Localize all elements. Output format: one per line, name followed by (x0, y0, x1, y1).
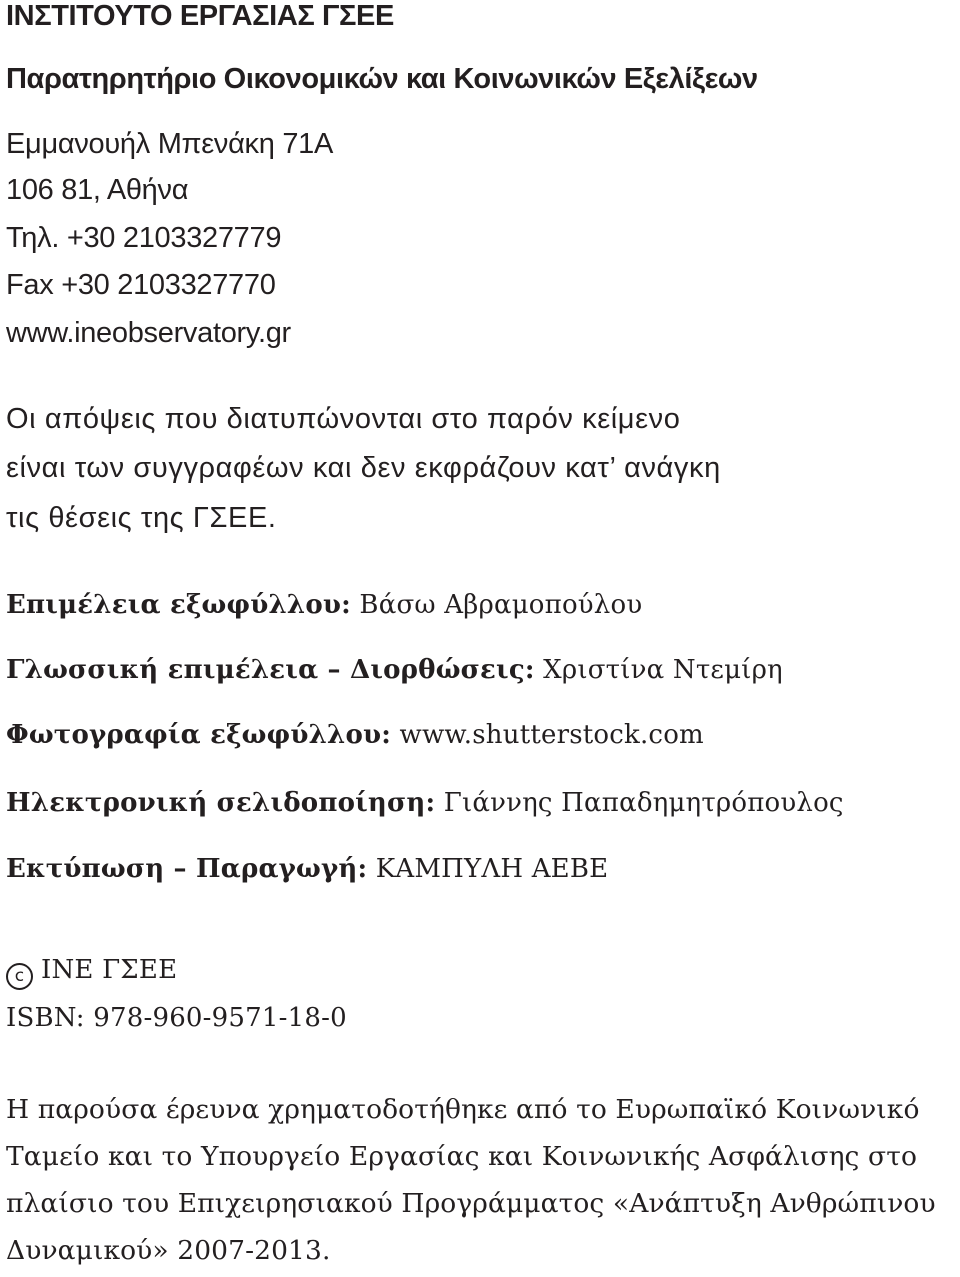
copyright-holder: ΙΝΕ ΓΣΕΕ (41, 955, 178, 985)
funding-line: πλαίσιο του Επιχειρησιακού Προγράμματος «Ανάπτυξη Ανθρώπινου (6, 1188, 936, 1219)
address-city: 106 81, Αθήνα (6, 174, 189, 206)
credit-value: Χριστίνα Ντεμίρη (534, 655, 783, 685)
credit-cover-design (6, 590, 642, 620)
credit-label: Ηλεκτρονική σελιδοποίηση: (6, 788, 436, 818)
credit-label: Εκτύπωση – Παραγωγή: (6, 854, 368, 884)
credit-label: Γλωσσική επιμέλεια – Διορθώσεις: (6, 655, 535, 685)
institute-name: ΙΝΣΤΙΤΟΥΤΟ ΕΡΓΑΣΙΑΣ ΓΣΕΕ (6, 0, 394, 32)
funding-line: Δυναμικού» 2007-2013. (6, 1235, 331, 1266)
funding-line: Η παρούσα έρευνα χρηματοδοτήθηκε από το Ευρωπαϊκό Κοινωνικό (6, 1094, 920, 1125)
address-phone: Τηλ. +30 2103327779 (6, 222, 282, 254)
credit-value: Γιάννης Παπαδημητρόπουλος (435, 788, 844, 818)
address-street: Εμμανουήλ Μπενάκη 71Α (6, 128, 334, 160)
address-fax: Fax +30 2103327770 (6, 269, 276, 301)
copyright-line (6, 955, 177, 990)
copyright-icon: c (6, 963, 33, 990)
credit-value: ΚΑΜΠΥΛΗ ΑΕΒΕ (367, 854, 609, 884)
credit-value: www.shutterstock.com (391, 720, 704, 750)
observatory-name: Παρατηρητήριο Οικονομικών και Κοινωνικών Εξελίξεων (6, 63, 758, 95)
isbn: ISBN: 978-960-9571-18-0 (6, 1003, 347, 1033)
credit-value: Βάσω Αβραμοπούλου (350, 590, 643, 620)
credit-label: Φωτογραφία εξωφύλλου: (6, 720, 392, 750)
disclaimer-line: Οι απόψεις που διατυπώνονται στο παρόν κείμενο (6, 403, 681, 435)
credit-cover-photo (6, 720, 704, 750)
credit-proofreading (6, 655, 783, 685)
disclaimer-line: είναι των συγγραφέων και δεν εκφράζουν κατ’ ανάγκη (6, 452, 721, 484)
website-link[interactable]: www.ineobservatory.gr (6, 317, 291, 349)
credit-typesetting (6, 788, 844, 818)
funding-line: Ταμείο και το Υπουργείο Εργασίας και Κοινωνικής Ασφάλισης στο (6, 1141, 918, 1172)
credit-label: Επιμέλεια εξωφύλλου: (6, 590, 351, 620)
credit-printing (6, 854, 608, 884)
disclaimer-line: τις θέσεις της ΓΣΕΕ. (6, 502, 277, 534)
